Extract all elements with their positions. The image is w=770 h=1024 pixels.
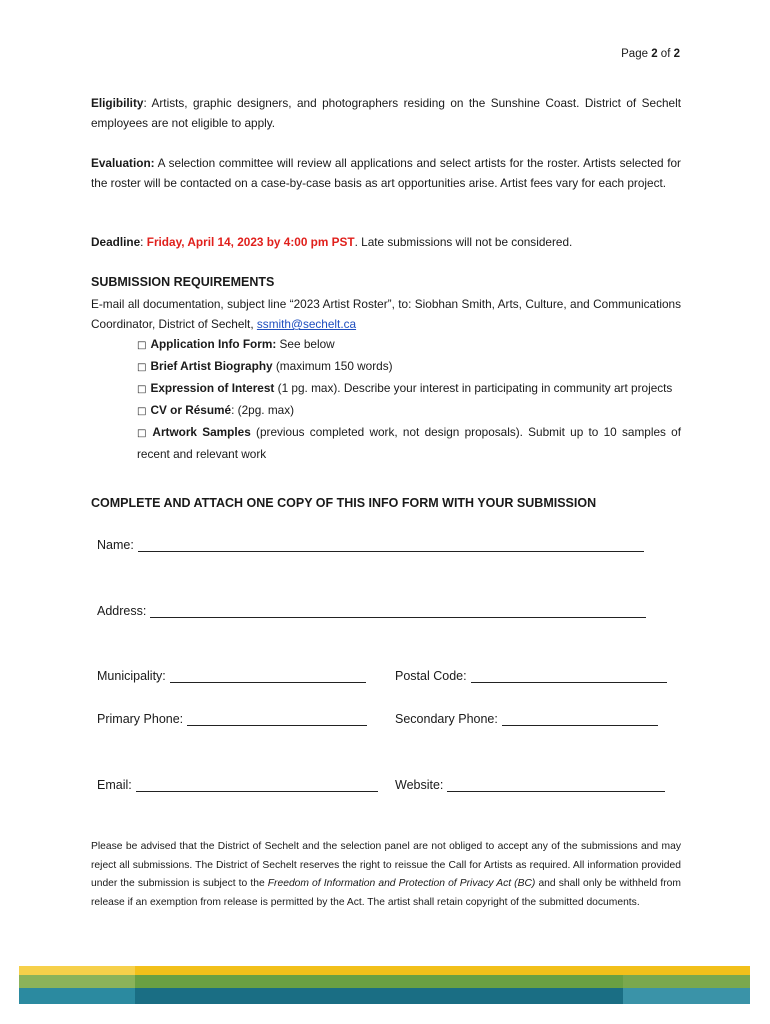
postal-code-input[interactable] (471, 669, 667, 683)
checkbox-icon: □ (137, 384, 147, 395)
deadline-date: Friday, April 14, 2023 by 4:00 pm PST (146, 235, 355, 249)
postal-code-field (395, 669, 667, 683)
website-input[interactable] (447, 778, 665, 792)
footer-band-teal (19, 988, 750, 1004)
list-item: □ Brief Artist Biography (maximum 150 words) (137, 359, 393, 373)
website-label: Website: (395, 778, 444, 792)
website-field (395, 778, 665, 792)
requirements-list (137, 334, 681, 464)
checkbox-icon: □ (137, 406, 147, 417)
address-label: Address: (97, 604, 147, 618)
footer-band-yellow (19, 966, 750, 975)
checkbox-icon: □ (137, 340, 147, 351)
municipality-field (97, 669, 366, 683)
list-item: □ CV or Résumé: (2pg. max) (137, 403, 295, 417)
name-input[interactable] (138, 538, 644, 552)
submission-heading: SUBMISSION REQUIREMENTS (91, 275, 275, 289)
secondary-phone-label: Secondary Phone: (395, 712, 498, 726)
deadline-paragraph: Deadline: Friday, April 14, 2023 by 4:00 pm PST. Late submissions will not be considered. (91, 235, 573, 249)
postal-code-label: Postal Code: (395, 669, 467, 683)
municipality-label: Municipality: (97, 669, 166, 683)
eligibility-paragraph: Eligibility: Artists, graphic designers, and photographers residing on the Sunshine Coast. District of Sechelt employees are not eligible to apply. (91, 96, 681, 130)
deadline-label: Deadline (91, 235, 141, 249)
checkbox-icon: □ (137, 362, 147, 373)
address-field (97, 604, 646, 618)
email-input[interactable] (136, 778, 378, 792)
address-input[interactable] (150, 604, 646, 618)
evaluation-paragraph: Evaluation: A selection committee will review all applications and select artists for the roster. Artists selected for the roster will be contacted on a case-by-case basis as art opportunities arise. Artist fees vary for each project. (91, 156, 681, 190)
checkbox-icon: □ (137, 428, 149, 439)
evaluation-label: Evaluation: (91, 156, 155, 170)
secondary-phone-field (395, 712, 658, 726)
list-item: □ Application Info Form: See below (137, 337, 335, 351)
submission-intro: E-mail all documentation, subject line “2023 Artist Roster”, to: Siobhan Smith, Arts, Culture, and Communications Coordinator, District of Sechelt, ssmith@sechelt.ca (91, 297, 681, 331)
act-name: Freedom of Information and Protection of Privacy Act (BC) (267, 878, 536, 889)
footer-band-green (19, 975, 750, 988)
form-heading: COMPLETE AND ATTACH ONE COPY OF THIS INFO FORM WITH YOUR SUBMISSION (91, 496, 597, 510)
primary-phone-input[interactable] (187, 712, 367, 726)
primary-phone-field (97, 712, 367, 726)
primary-phone-label: Primary Phone: (97, 712, 184, 726)
list-item: □ Expression of Interest (1 pg. max). Describe your interest in participating in community art projects (137, 381, 673, 395)
email-field (97, 778, 378, 792)
list-item: □ Artwork Samples (previous completed work, not design proposals). Submit up to 10 samples of recent and relevant work (137, 425, 682, 461)
name-field (97, 538, 644, 552)
secondary-phone-input[interactable] (502, 712, 658, 726)
name-label: Name: (97, 538, 134, 552)
disclaimer: Please be advised that the District of Sechelt and the selection panel are not obliged to accept any of the submissions and may reject all submissions. The District of Sechelt reserves the right to reissue the Call for Artists as required. All information provided under the submission is subject to the Freedom of Information and Protection of Privacy Act (BC) and shall only be withheld from release if an exemption from release is permitted by the Act. The artist shall retain copyright of the submitted documents. (91, 841, 681, 908)
email-link[interactable]: ssmith@sechelt.ca (256, 317, 357, 331)
eligibility-label: Eligibility (91, 96, 144, 110)
municipality-input[interactable] (170, 669, 366, 683)
page-number: Page 2 of 2 (621, 48, 680, 60)
email-label: Email: (97, 778, 132, 792)
